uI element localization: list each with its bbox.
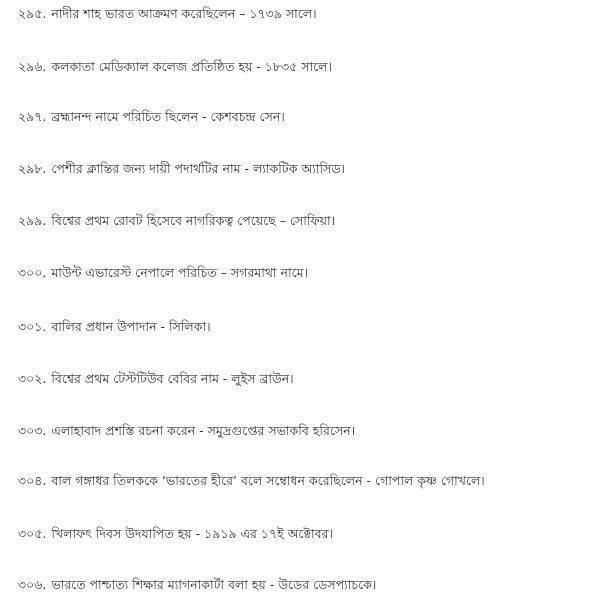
item-text: বাল গঙ্গাধর তিলককে ‘ভারতের হীরে’ বলে সম্বোধন করেছিলেন - গোপাল কৃষ্ণ গোখলে। bbox=[51, 473, 485, 488]
item-number: ২৯৯. bbox=[18, 213, 47, 228]
list-item bbox=[18, 472, 590, 490]
item-number: ২৯৬. bbox=[18, 59, 47, 74]
item-text: কলকাতা মেডিক্যাল কলেজ প্রতিষ্ঠিত হয় - ১৮৩৫ সালে। bbox=[51, 59, 332, 74]
item-number: ৩০১. bbox=[18, 319, 47, 334]
list-item bbox=[18, 525, 590, 543]
item-number: ৩০৫. bbox=[18, 526, 47, 541]
item-text: নাদীর শাহ ভারত আক্রমণ করেছিলেন – ১৭৩৯ সালে। bbox=[51, 6, 317, 21]
list-item bbox=[18, 108, 590, 126]
list-item bbox=[18, 160, 590, 178]
item-text: এলাহাবাদ প্রশস্তি রচনা করেন - সমুদ্রগুপ্তের সভাকবি হরিসেন। bbox=[51, 423, 356, 438]
list-item bbox=[18, 5, 590, 23]
item-text: মাউন্ট এভারেস্ট নেপালে পরিচিত – সগরমাথা নামে। bbox=[51, 265, 309, 280]
list-item bbox=[18, 264, 590, 282]
item-number: ২৯৫. bbox=[18, 6, 47, 21]
list-item bbox=[18, 422, 590, 440]
item-text: বিশ্বের প্রথম টেস্টটিউব বেবির নাম - লুইস ব্রাউন। bbox=[51, 371, 294, 386]
item-number: ৩০৩. bbox=[18, 423, 47, 438]
list-item bbox=[18, 576, 590, 594]
item-text: ব্রহ্মানন্দ নামে পরিচিত ছিলেন - কেশবচন্দ্র সেন। bbox=[51, 109, 285, 124]
item-number: ৩০০. bbox=[18, 265, 47, 280]
list-item bbox=[18, 58, 590, 76]
list-item bbox=[18, 212, 590, 230]
item-number: ৩০৬. bbox=[18, 577, 47, 592]
item-text: বালির প্রধান উপাদান - সিলিকা। bbox=[51, 319, 211, 334]
list-item bbox=[18, 318, 590, 336]
list-item bbox=[18, 370, 590, 388]
item-number: ২৯৮. bbox=[18, 161, 47, 176]
item-text: বিশ্বের প্রথম রোবট হিসেবে নাগরিকত্ব পেয়েছে – সোফিয়া। bbox=[51, 213, 336, 228]
item-text: ভারতে পাশ্চাত্য শিক্ষার ম্যাগনাকার্টা বলা হয় - উডের ডেসপ্যাচকে। bbox=[51, 577, 377, 592]
item-text: খিলাফৎ দিবস উদযাপিত হয় - ১৯১৯ এর ১৭ই অক্টোবর। bbox=[51, 526, 333, 541]
item-text: পেশীর ক্লান্তির জন্য দায়ী পদার্থটির নাম - ল্যাকটিক অ্যাসিড। bbox=[51, 161, 345, 176]
item-number: ৩০৪. bbox=[18, 473, 47, 488]
item-number: ২৯৭. bbox=[18, 109, 47, 124]
item-number: ৩০২. bbox=[18, 371, 47, 386]
